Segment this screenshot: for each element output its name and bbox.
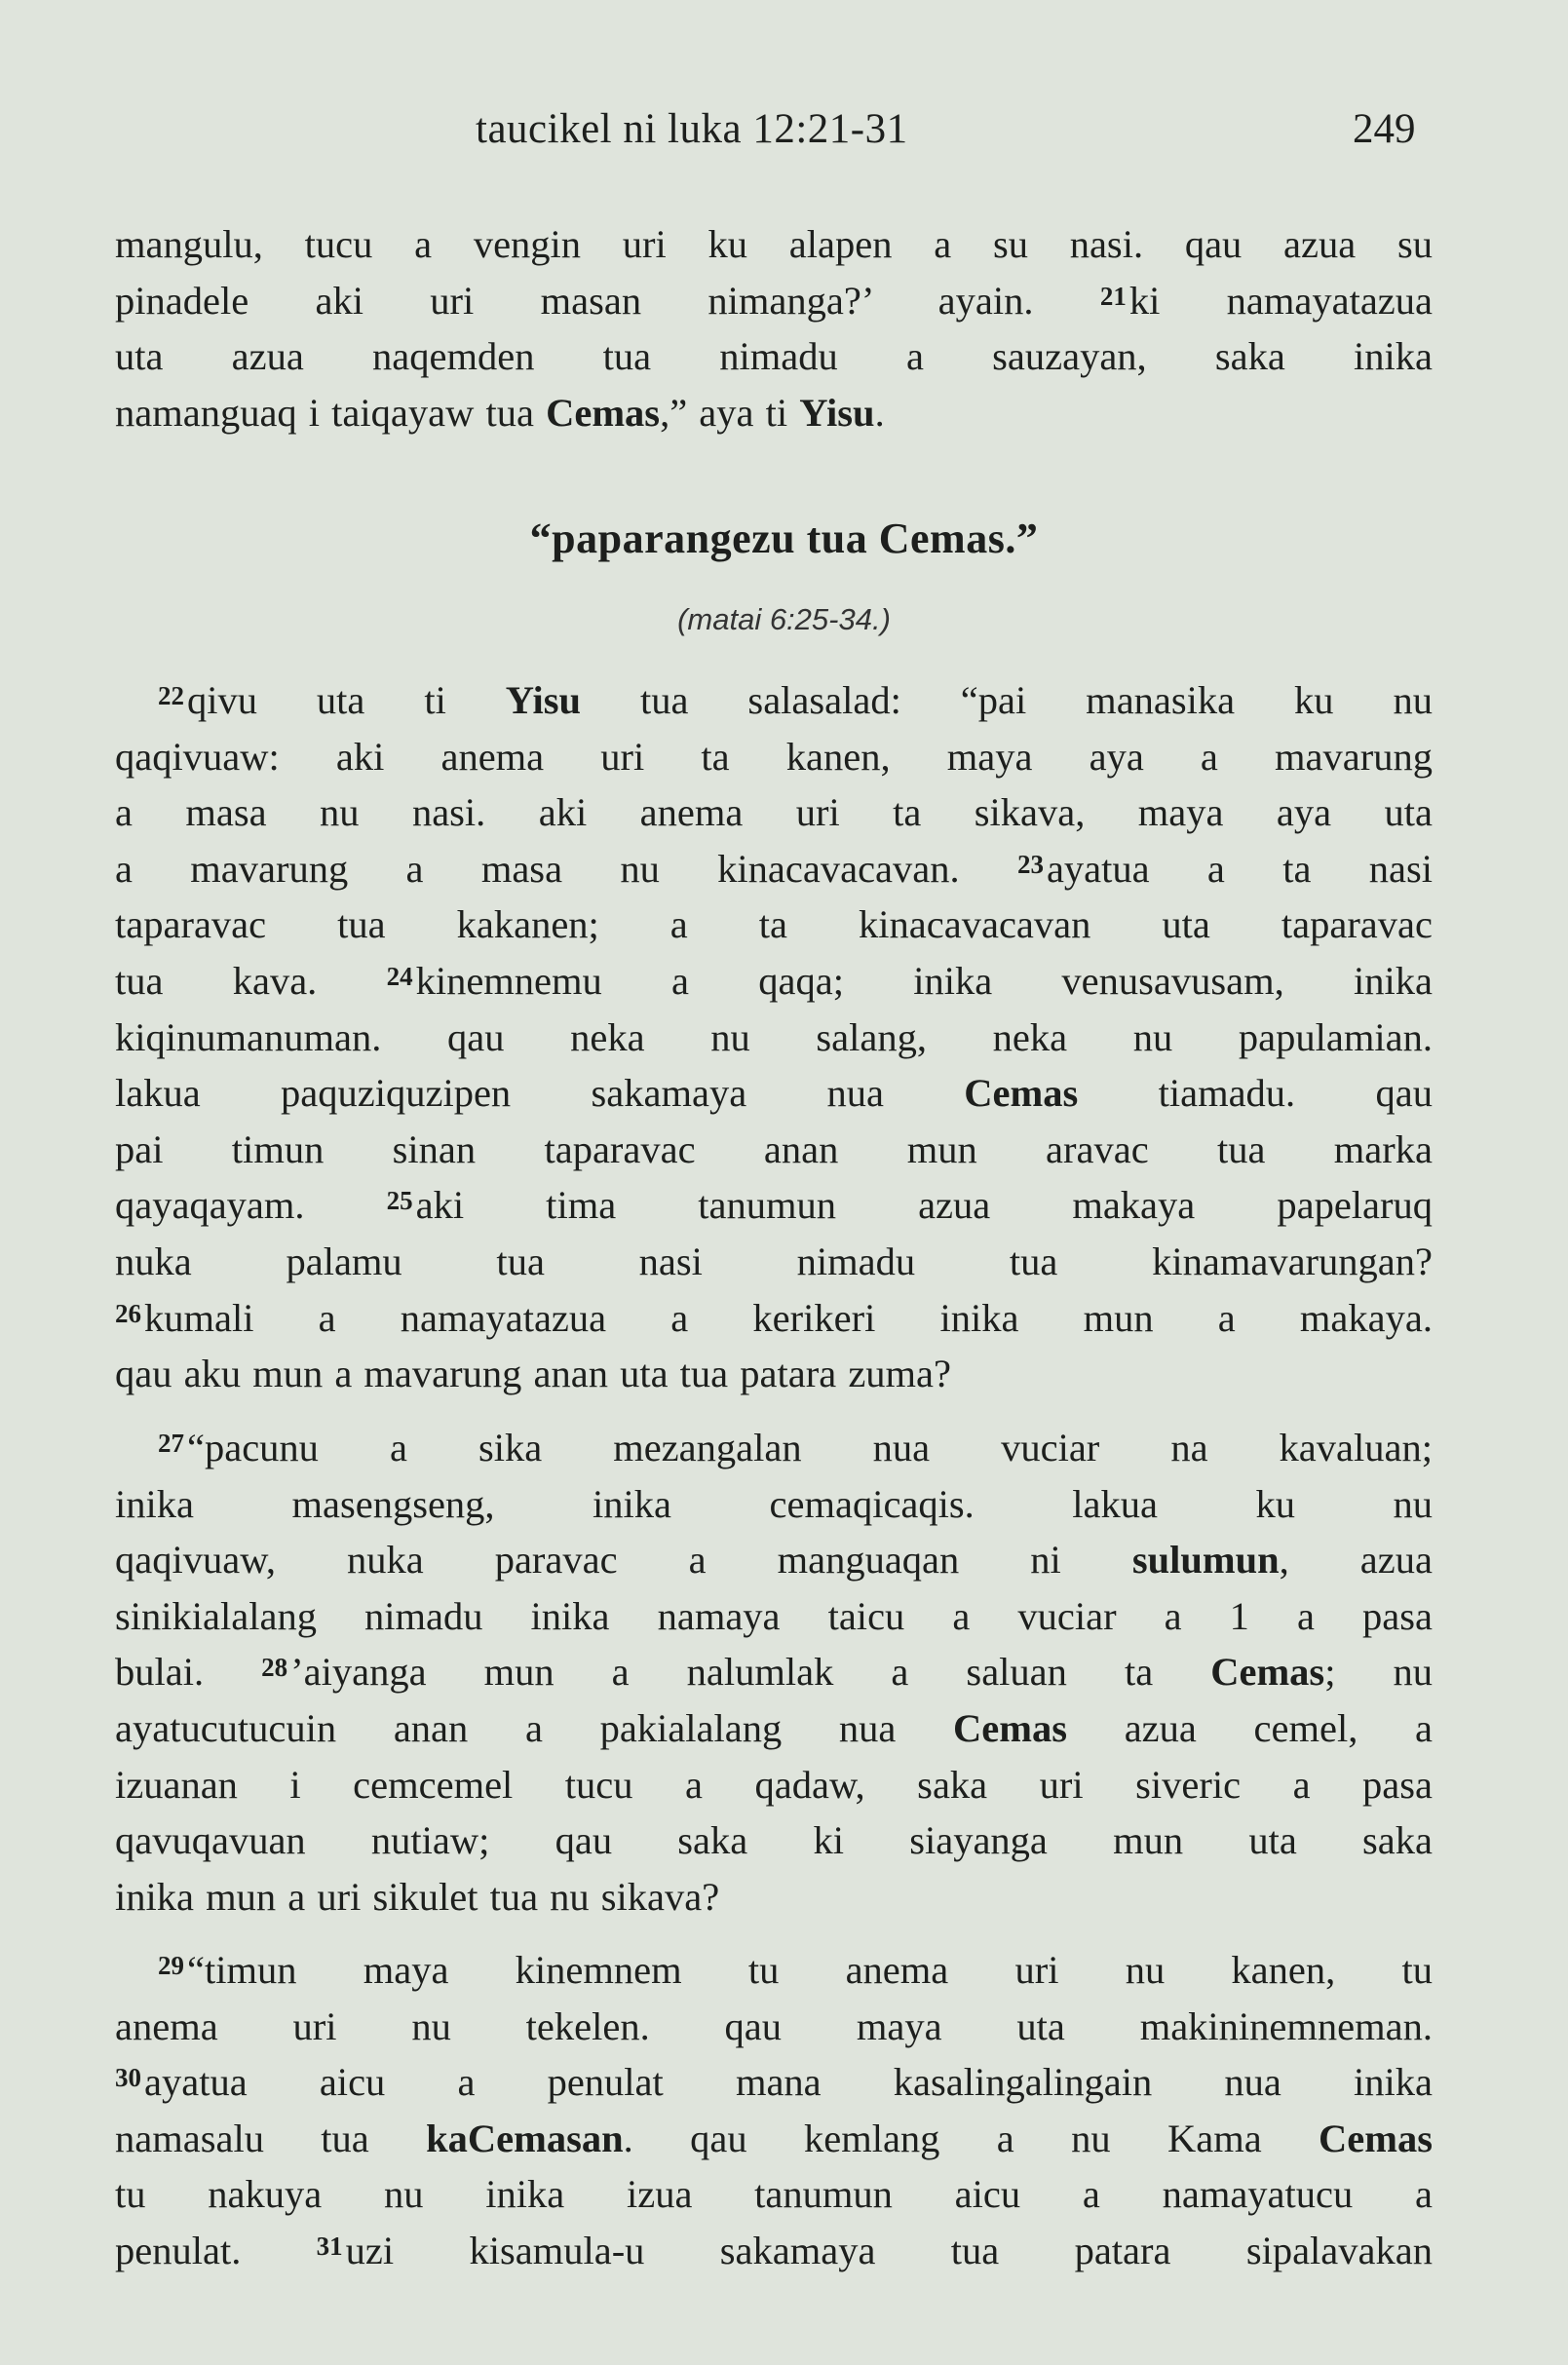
text-line: bulai. $^{28}$’aiyanga mun a nalumlak a saluan ta Cemas; nu bbox=[115, 1650, 1433, 1695]
text-line: a masa nu nasi. aki anema uri ta sikava, maya aya uta bbox=[115, 790, 1433, 835]
text-line: lakua paquziquzipen sakamaya nua Cemas tiamadu. qau bbox=[115, 1071, 1433, 1116]
text-line: qaqivuaw, nuka paravac a manguaqan ni sulumun, azua bbox=[115, 1538, 1433, 1583]
text-line: $^{26}$kumali a namayatazua a kerikeri inika mun a makaya. bbox=[115, 1295, 1433, 1340]
text-line: inika mun a uri sikulet tua nu sikava? bbox=[115, 1874, 720, 1919]
text-line: sinikialalang nimadu inika namaya taicu a vuciar a 1 a pasa bbox=[115, 1593, 1433, 1638]
paragraph bbox=[115, 1942, 1433, 2279]
text-line: tua kava. $^{24}$kinemnemu a qaqa; inika venusavusam, inika bbox=[115, 958, 1433, 1003]
running-title: taucikel ni luka 12:21-31 bbox=[476, 106, 908, 152]
verse-number: 21 bbox=[1099, 281, 1127, 311]
running-header bbox=[0, 105, 1568, 164]
text-line: penulat. $^{31}$uzi kisamula-u sakamaya tua patara sipalavakan bbox=[115, 2228, 1433, 2272]
verse-number: 28 bbox=[261, 1653, 288, 1683]
text-line: qayaqayam. $^{25}$aki tima tanumun azua makaya papelaruq bbox=[115, 1183, 1434, 1228]
cross-reference: (matai 6:25-34.) bbox=[677, 602, 891, 636]
verse-number: 25 bbox=[386, 1186, 413, 1216]
verse-number: 26 bbox=[115, 1298, 141, 1328]
text-line: uta azua naqemden tua nimadu a sauzayan, saka inika bbox=[115, 334, 1433, 379]
paragraph bbox=[115, 1420, 1433, 1925]
text-line: namanguaq i taiqayaw tua Cemas,” aya ti Yisu. bbox=[115, 390, 885, 435]
text-line: mangulu, tucu a vengin uri ku alapen a su nasi. qau azua su bbox=[115, 222, 1433, 266]
section-heading: “paparangezu tua Cemas.” bbox=[529, 515, 1039, 562]
text-line: namasalu tua kaCemasan. qau kemlang a nu Kama Cemas bbox=[115, 2116, 1434, 2160]
text-line: inika masengseng, inika cemaqicaqis. lakua ku nu bbox=[115, 1481, 1433, 1526]
text-line: qau aku mun a mavarung anan uta tua patara zuma? bbox=[115, 1352, 951, 1396]
text-line: ayatucutucuin anan a pakialalang nua Cemas azua cemel, a bbox=[115, 1705, 1433, 1750]
verse-number: 31 bbox=[316, 2231, 343, 2261]
verse-number: 24 bbox=[386, 961, 413, 991]
text-line: a mavarung a masa nu kinacavacavan. $^{23}$ayatua a ta nasi bbox=[115, 846, 1433, 891]
text-line: $^{22}$qivu uta ti Yisu tua salasalad: “pai manasika ku nu bbox=[158, 678, 1433, 722]
text-line: pai timun sinan taparavac anan mun aravac tua marka bbox=[115, 1126, 1433, 1171]
verse-number: 22 bbox=[158, 681, 184, 710]
paragraph-continuation bbox=[115, 216, 1433, 440]
verse-number: 23 bbox=[1016, 849, 1044, 879]
text-line: kiqinumanuman. qau neka nu salang, neka nu papulamian. bbox=[115, 1014, 1433, 1059]
verse-number: 29 bbox=[158, 1951, 184, 1980]
verse-number: 27 bbox=[158, 1429, 184, 1458]
text-line: qavuqavuan nutiaw; qau saka ki siayanga mun uta saka bbox=[115, 1818, 1433, 1863]
text-line: qaqivuaw: aki anema uri ta kanen, maya aya a mavarung bbox=[115, 734, 1433, 779]
text-line: anema uri nu tekelen. qau maya uta makininemneman. bbox=[115, 2003, 1433, 2048]
text-line: pinadele aki uri masan nimanga?’ ayain. $^{21}$ki namayatazua bbox=[115, 278, 1433, 323]
paragraph bbox=[115, 672, 1433, 1402]
text-line: izuanan i cemcemel tucu a qadaw, saka uri siveric a pasa bbox=[115, 1762, 1433, 1807]
text-line: nuka palamu tua nasi nimadu tua kinamavarungan? bbox=[115, 1239, 1433, 1283]
page-number: 249 bbox=[1353, 106, 1416, 152]
text-line: tu nakuya nu inika izua tanumun aicu a namayatucu a bbox=[115, 2172, 1433, 2217]
text-line: $^{29}$“timun maya kinemnem tu anema uri nu kanen, tu bbox=[158, 1948, 1433, 1992]
text-line: $^{27}$“pacunu a sika mezangalan nua vuciar na kavaluan; bbox=[158, 1426, 1433, 1469]
text-line: taparavac tua kakanen; a ta kinacavacavan uta taparavac bbox=[115, 902, 1433, 947]
verse-number: 30 bbox=[115, 2063, 141, 2093]
text-line: $^{30}$ayatua aicu a penulat mana kasalingalingain nua inika bbox=[115, 2060, 1433, 2105]
